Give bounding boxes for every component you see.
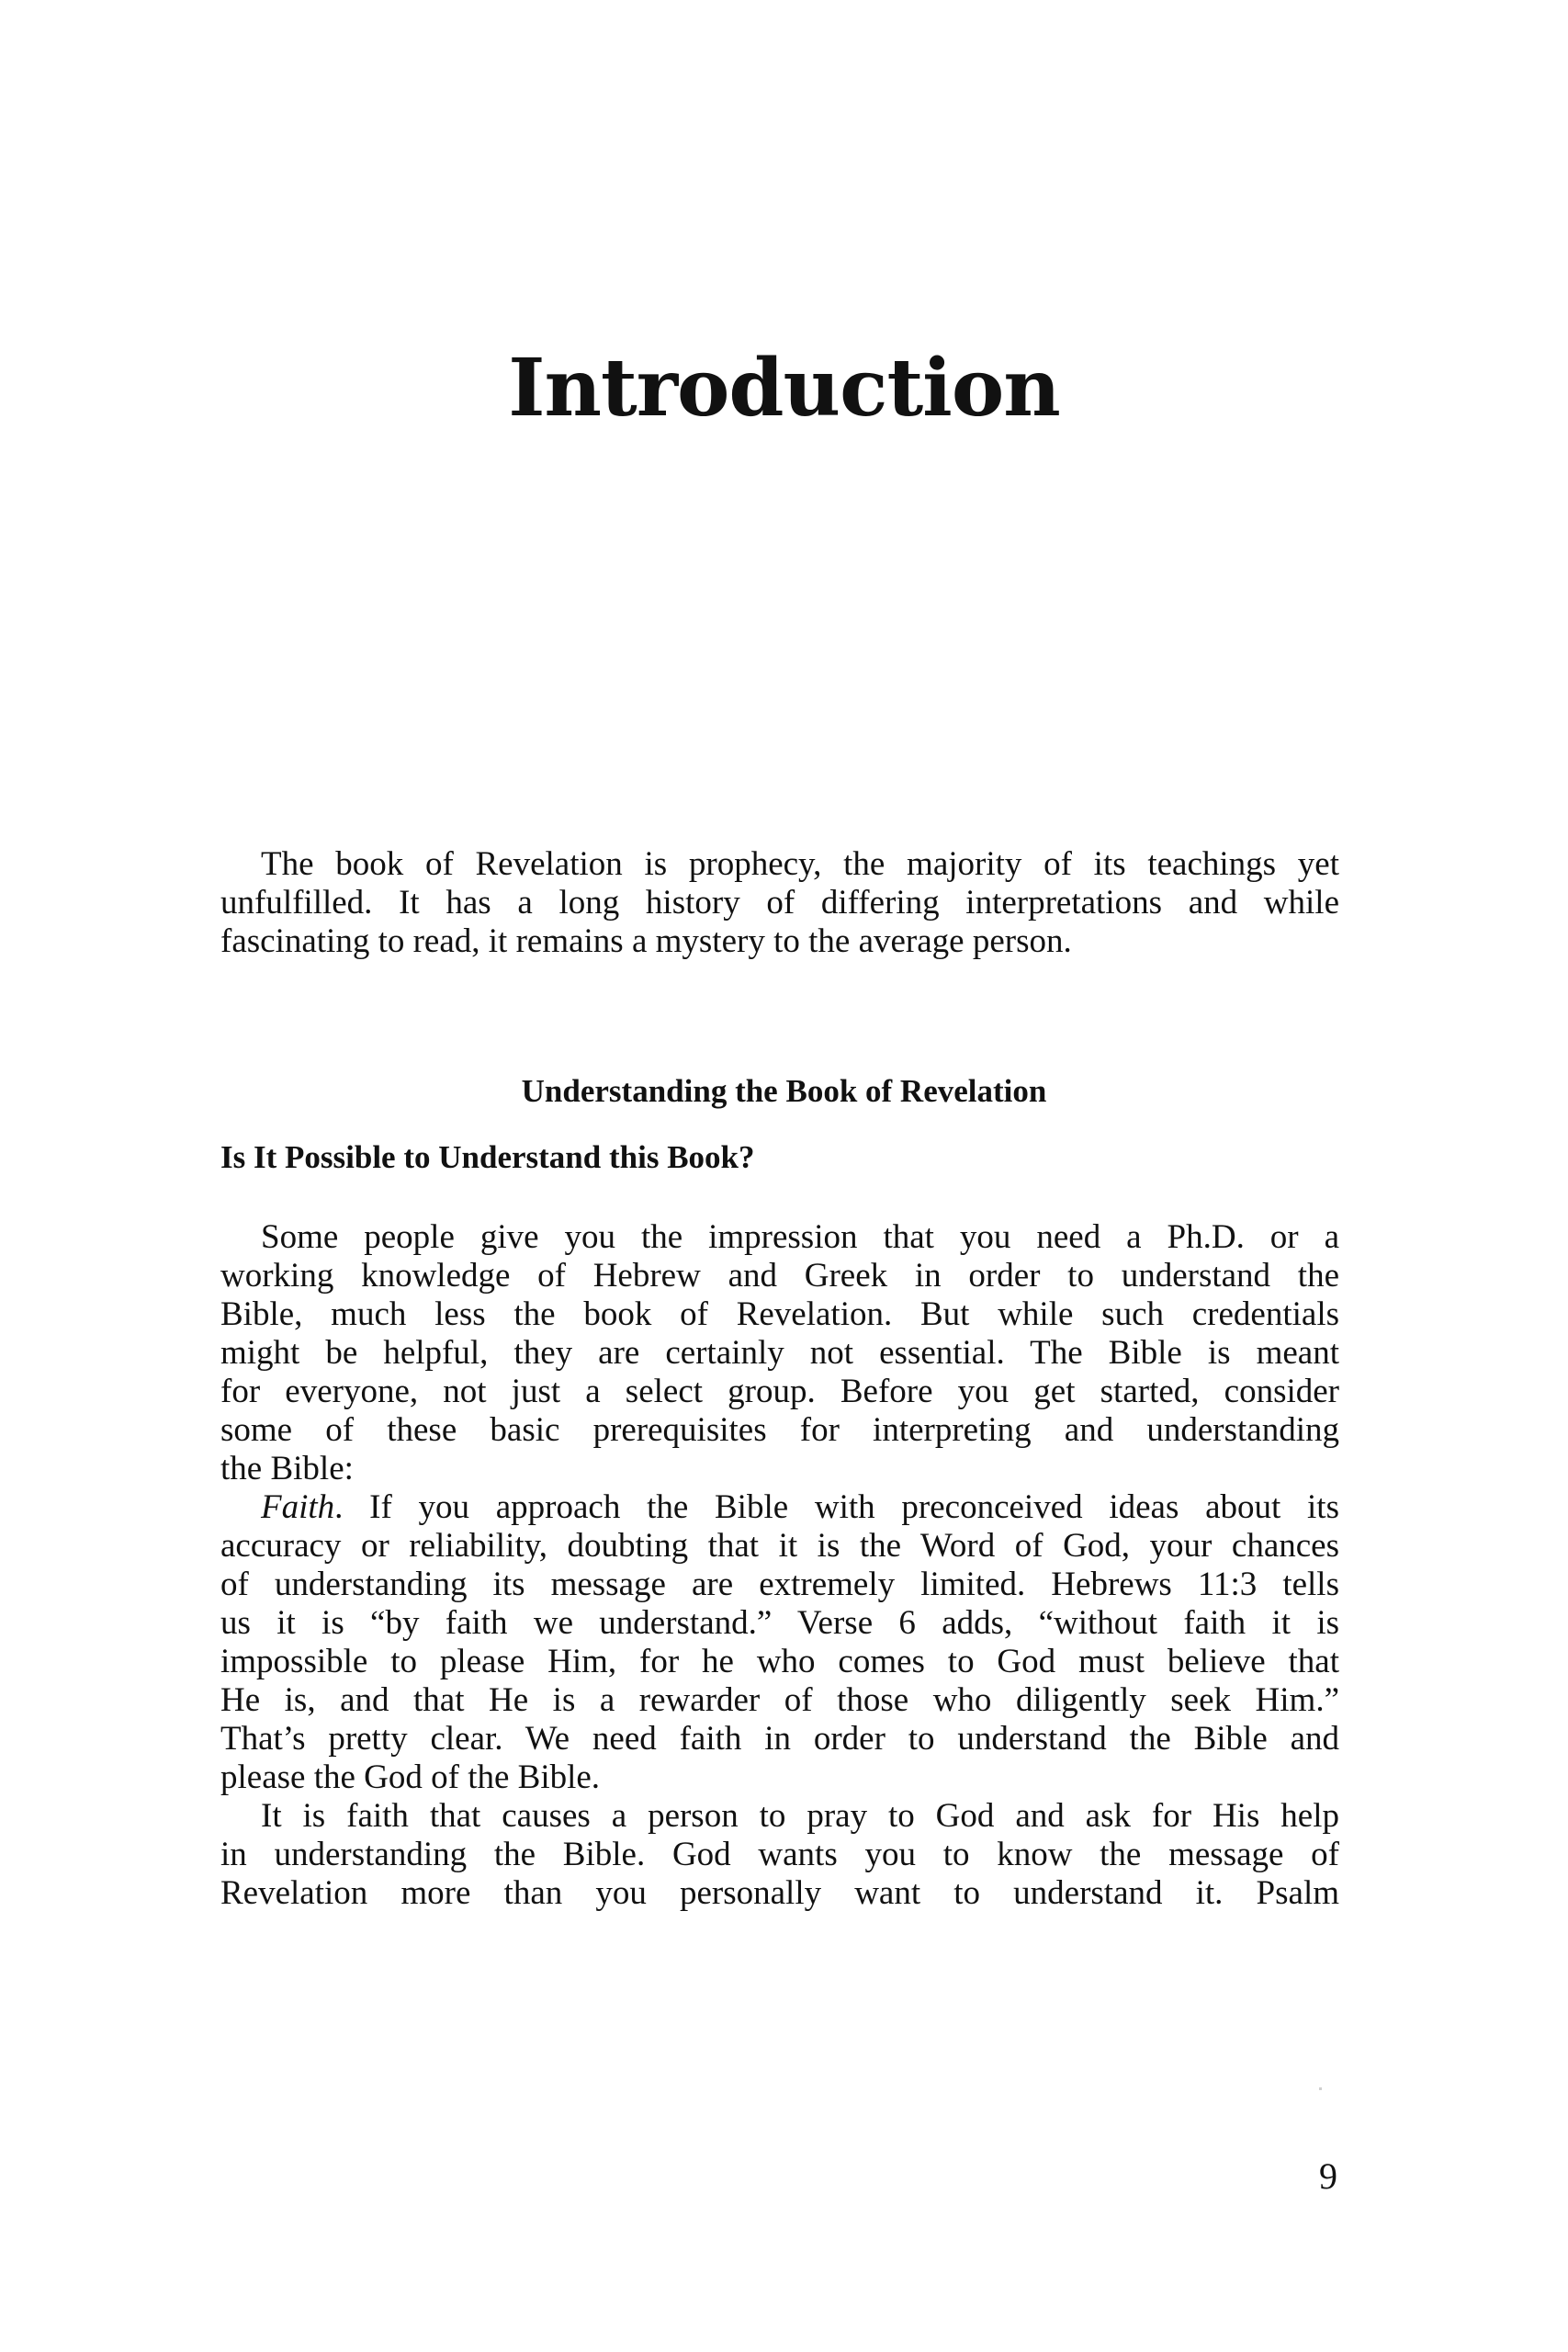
para2-line: please the God of the Bible. <box>220 1758 601 1796</box>
para1-line: might be helpful, they are certainly not essential. The Bible is meant <box>220 1334 1339 1372</box>
faith-term: Faith <box>261 1488 335 1526</box>
para1-line: Bible, much less the book of Revelation. But while such credentials <box>220 1295 1339 1333</box>
para2-line: of understanding its message are extremely limited. Hebrews 11:3 tells <box>220 1566 1339 1603</box>
para1-line: for everyone, not just a select group. Before you get started, consider <box>220 1373 1339 1410</box>
section-heading: Understanding the Book of Revelation <box>521 1073 1047 1109</box>
para2-first-line-text: . If you approach the Bible with preconceived ideas about its <box>334 1488 1339 1526</box>
para3-line: in understanding the Bible. God wants you to know the message of <box>220 1836 1339 1873</box>
para3-line: It is faith that causes a person to pray to God and ask for His help <box>261 1797 1339 1835</box>
para1-line: working knowledge of Hebrew and Greek in order to understand the <box>220 1257 1339 1295</box>
intro-line: fascinating to read, it remains a mystery to the average person. <box>220 922 1072 960</box>
scan-speck <box>1319 2087 1322 2090</box>
intro-paragraph <box>220 845 1339 961</box>
para1-line: the Bible: <box>220 1450 354 1487</box>
para1-line: Some people give you the impression that you need a Ph.D. or a <box>261 1218 1339 1256</box>
para2-first-line <box>220 1488 1339 1527</box>
intro-line: unfulfilled. It has a long history of differing interpretations and while <box>220 884 1339 922</box>
para2-line: He is, and that He is a rewarder of those who diligently seek Him.” <box>220 1681 1339 1719</box>
body-text <box>220 1218 1339 1913</box>
para1-line: some of these basic prerequisites for interpreting and understanding <box>220 1411 1339 1449</box>
para2-line: us it is “by faith we understand.” Verse 6 adds, “without faith it is <box>220 1604 1339 1642</box>
chapter-title: Introduction <box>508 342 1060 435</box>
page-number: 9 <box>1319 2155 1337 2197</box>
para2-line: That’s pretty clear. We need faith in order to understand the Bible and <box>220 1720 1339 1758</box>
para2-line: accuracy or reliability, doubting that it is the Word of God, your chances <box>220 1527 1339 1565</box>
para3-line: Revelation more than you personally want to understand it. Psalm <box>220 1874 1339 1912</box>
para2-line: impossible to please Him, for he who comes to God must believe that <box>220 1643 1339 1680</box>
intro-line: The book of Revelation is prophecy, the majority of its teachings yet <box>261 845 1339 883</box>
subsection-heading: Is It Possible to Understand this Book? <box>220 1139 755 1175</box>
